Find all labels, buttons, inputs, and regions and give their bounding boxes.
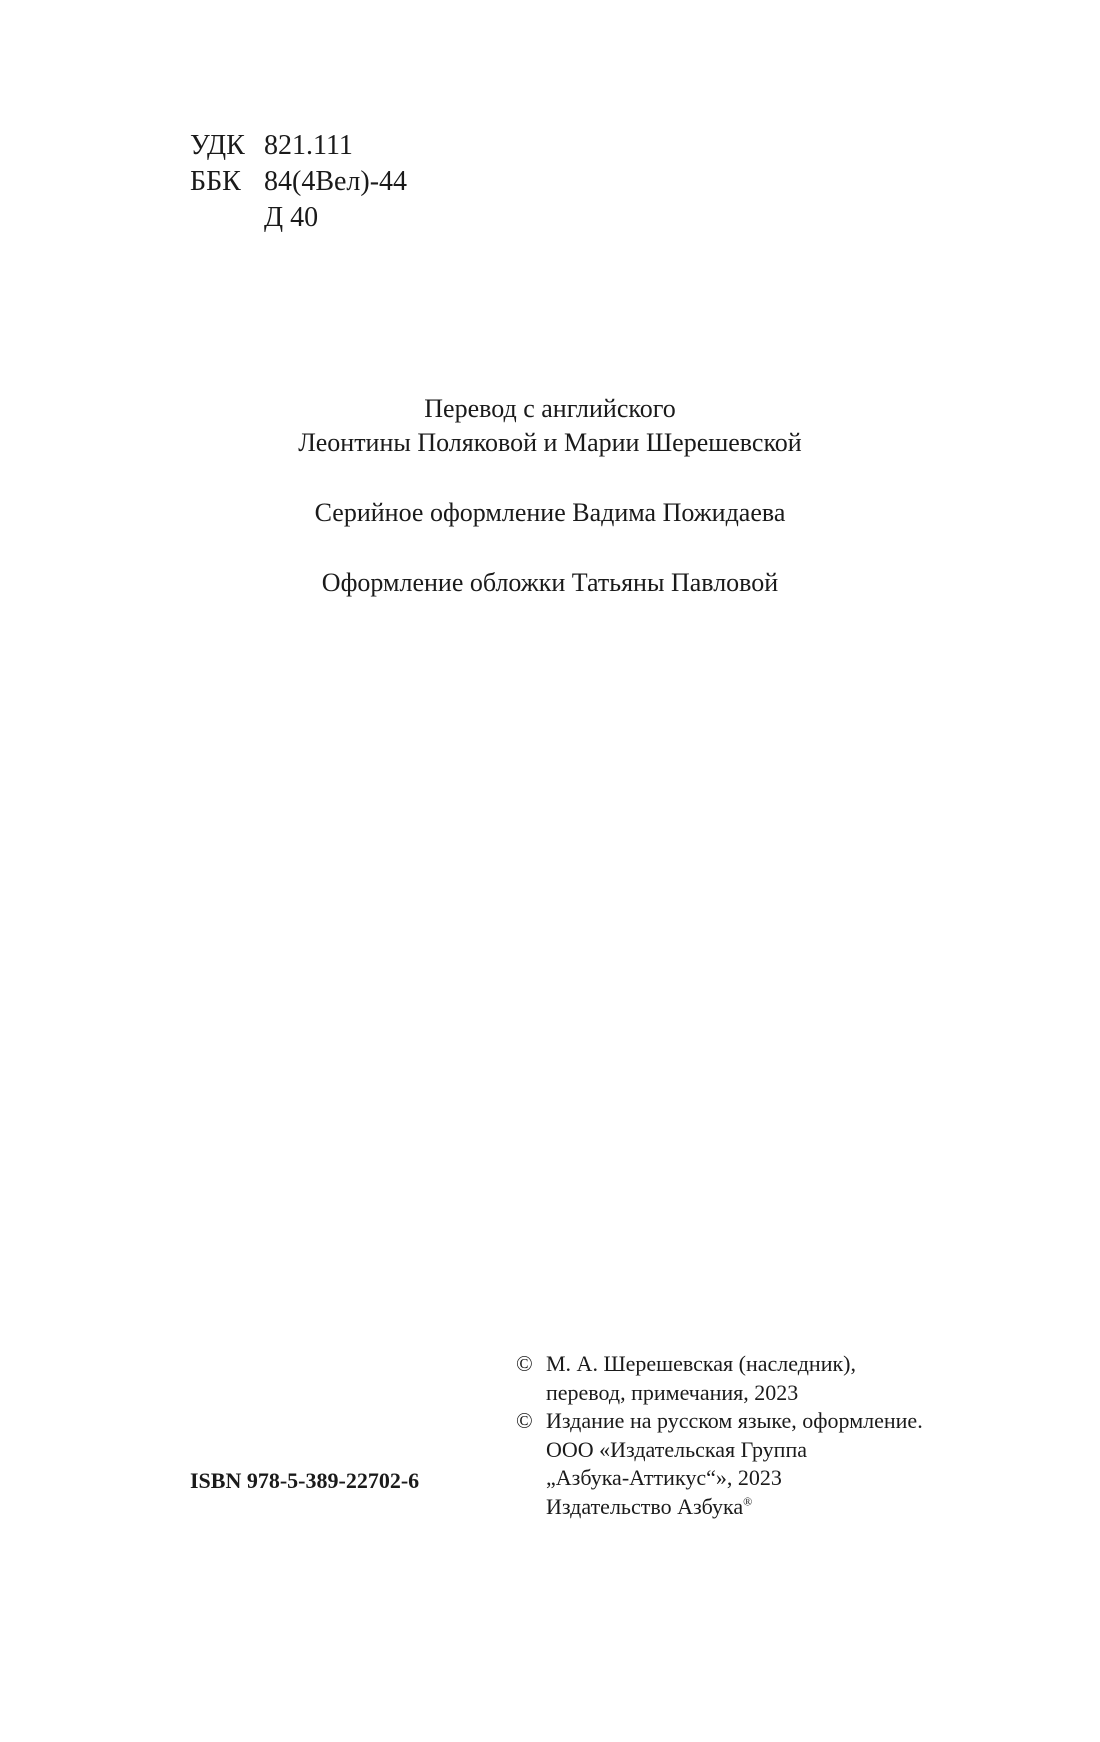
copyright-entry-edition (516, 1407, 923, 1436)
copyright-entry-2-line-3: „Азбука-Аттикус“», 2023 (546, 1465, 782, 1490)
bbk-row (190, 164, 407, 200)
bbk-value: 84(4Вел)-44 (264, 166, 408, 197)
author-sign: Д 40 (264, 202, 319, 233)
udk-value: 821.111 (264, 130, 353, 161)
copyright-icon: © (516, 1408, 533, 1433)
copyright-icon: © (516, 1351, 533, 1376)
series-design-credit: Серийное оформление Вадима Пожидаева (314, 498, 786, 527)
copyright-entry-1-line-2: перевод, примечания, 2023 (546, 1379, 799, 1405)
copyright-entry-1-line-1: М. А. Шерешевская (наследник), (546, 1351, 856, 1376)
copyright-entry-translation (516, 1350, 923, 1379)
translation-line-1: Перевод с английского (424, 394, 676, 423)
spacer (0, 460, 1100, 496)
translation-line-2: Леонтины Поляковой и Марии Шерешевской (298, 428, 802, 457)
publisher-name (516, 1493, 923, 1522)
spacer (0, 530, 1100, 566)
copyright-block (516, 1350, 923, 1521)
udk-row (190, 128, 407, 164)
classification-block (190, 128, 407, 236)
bbk-label: ББК (190, 166, 241, 197)
credits-block (0, 392, 1100, 600)
isbn-number: ISBN 978-5-389-22702-6 (190, 1468, 420, 1493)
copyright-entry-2-line-2: ООО «Издательская Группа (546, 1436, 807, 1462)
copyright-entry-2-line-1: Издание на русском языке, оформление. (546, 1408, 923, 1433)
cover-design-credit: Оформление обложки Татьяны Павловой (321, 568, 779, 597)
udk-label: УДК (190, 130, 245, 161)
registered-mark-icon: ® (743, 1494, 753, 1509)
publisher-name-text: Издательство Азбука (546, 1493, 744, 1519)
